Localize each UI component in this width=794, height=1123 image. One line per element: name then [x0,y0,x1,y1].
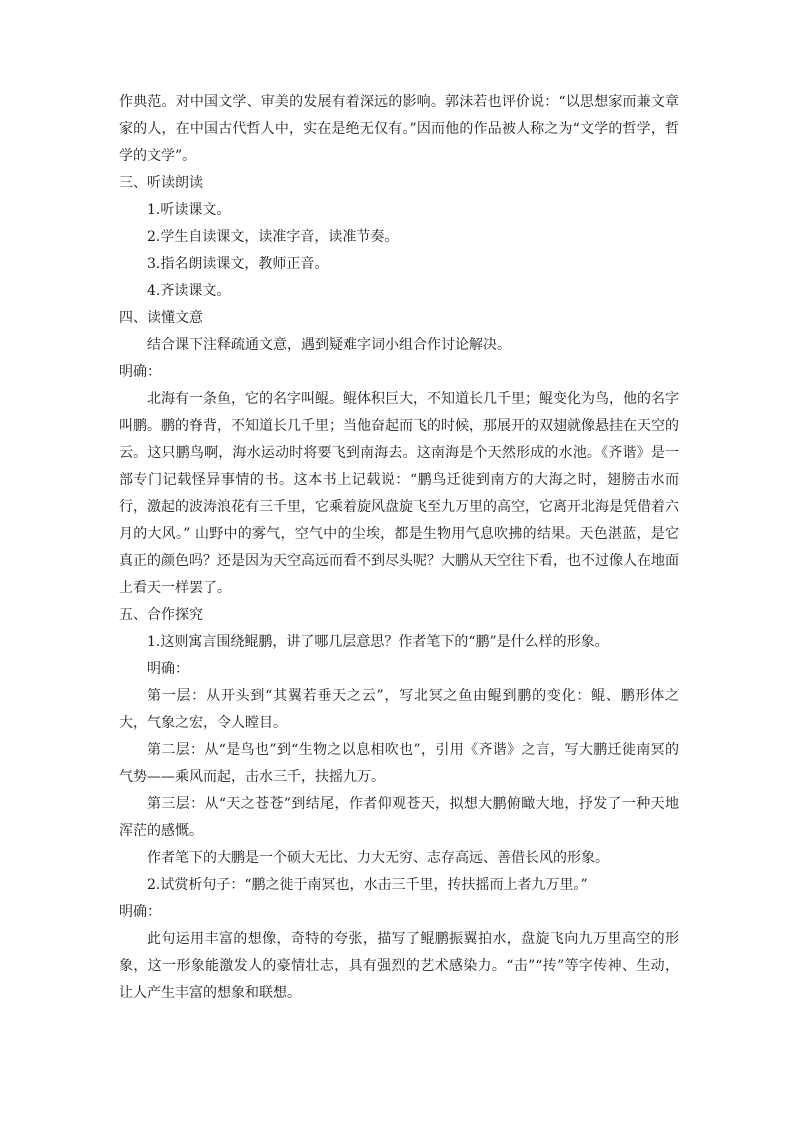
section5-layer-3: 第三层：从“天之苍苍”到结尾，作者仰观苍天，拟想大鹏俯瞰大地，抒发了一种天地浑茫的感慨。 [119,796,679,839]
section5-q2-answer-label: 明确： [119,904,161,920]
section5-heading: 五、合作探究 [119,607,203,623]
section5-question-2: 2.试赏析句子：“鹏之徙于南冥也，水击三千里，抟扶摇而上者九万里。” [147,877,588,893]
section3-item-4: 4.齐读课文。 [147,283,231,299]
section5-layer-1: 第一层：从开头到“其翼若垂天之云”，写北冥之鱼由鲲到鹏的变化：鲲、鹏形体之大，气象之宏，令人瞠目。 [119,688,679,731]
section4-instruction: 结合课下注释疏通文意，遇到疑难字词小组合作讨论解决。 [147,337,511,353]
section3-heading: 三、听读朗读 [119,175,203,191]
section4-answer-label: 明确： [119,364,161,380]
section3-item-3: 3.指名朗读课文，教师正音。 [147,256,329,272]
section4-heading: 四、读懂文意 [119,310,203,326]
intro-paragraph: 作典范。对中国文学、审美的发展有着深远的影响。郭沫若也评价说：“以思想家而兼文章家的人，在中国古代哲人中，实在是绝无仅有。”因而他的作品被人称之为“文学的哲学，哲学的文学”。 [119,94,679,164]
section5-q2-answer: 此句运用丰富的想像，奇特的夸张，描写了鲲鹏振翼拍水，盘旋飞向九万里高空的形象，这一形象能激发人的豪情壮志，具有强烈的艺术感染力。“击”“抟”等字传神、生动，让人产生丰富的想象和联想。 [119,931,679,1001]
section5-question-1: 1.这则寓言围绕鲲鹏，讲了哪几层意思？作者笔下的“鹏”是什么样的形象。 [147,634,609,650]
section4-translation: 北海有一条鱼，它的名字叫鲲。鲲体积巨大，不知道长几千里；鲲变化为鸟，他的名字叫鹏。鹏的脊背，不知道长几千里；当他奋起而飞的时候，那展开的双翅就像悬挂在天空的云。这只鹏鸟啊，海水运动时将要飞到南海去。这南海是个天然形成的水池。《齐谐》是一部专门记载怪异事情的书。这本书上记载说：“鹏鸟迁徙到南方的大海之时，翅膀击水而行，激起的波涛浪花有三千里，它乘着旋风盘旋飞至九万里的高空，它离开北海是凭借着六月的大风。” 山野中的雾气，空气中的尘埃，都是生物用气息吹拂的结果。天色湛蓝，是它真正的颜色吗？还是因为天空高远而看不到尽头呢？大鹏从天空往下看，也不过像人在地面上看天一样罢了。 [119,391,679,596]
section5-layer-2: 第二层：从“是鸟也”到“生物之以息相吹也”，引用《齐谐》之言，写大鹏迁徙南冥的气势——乘风而起，击水三千，扶摇九万。 [119,742,679,785]
section5-q1-answer-label: 明确： [147,661,189,677]
section3-item-1: 1.听读课文。 [147,202,231,218]
section3-item-2: 2.学生自读课文，读准字音，读准节奏。 [147,229,399,245]
section5-image-summary: 作者笔下的大鹏是一个硕大无比、力大无穷、志存高远、善借长风的形象。 [147,850,609,866]
document-body [119,89,679,1007]
